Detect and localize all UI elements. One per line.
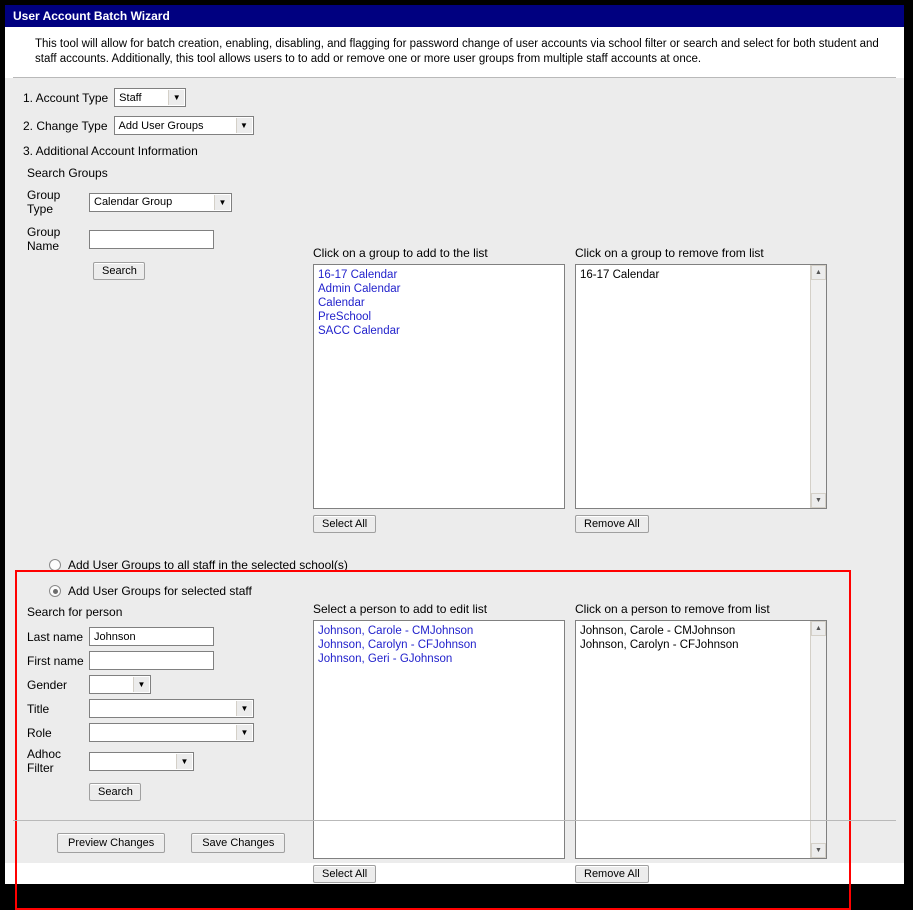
footer-divider <box>13 820 896 821</box>
title-select[interactable] <box>89 699 254 718</box>
remove-group-scrollbar[interactable] <box>810 265 826 508</box>
account-type-label: 1. Account Type <box>23 90 109 105</box>
preview-changes-button[interactable]: Preview Changes <box>57 833 165 853</box>
title-label: Title <box>27 701 50 716</box>
list-item[interactable]: Johnson, Carolyn - CFJohnson <box>318 639 477 651</box>
group-type-label: Group Type <box>27 188 61 216</box>
last-name-row <box>27 627 297 646</box>
gender-label: Gender <box>27 677 68 692</box>
group-type-row <box>27 188 904 216</box>
title-row <box>27 699 297 718</box>
add-person-header: Select a person to add to edit list <box>313 602 488 616</box>
search-groups-button[interactable]: Search <box>93 262 145 280</box>
list-item[interactable]: Admin Calendar <box>318 283 401 295</box>
select-all-persons-button[interactable]: Select All <box>313 865 376 883</box>
scope-option-all-staff[interactable] <box>49 558 348 572</box>
add-person-items <box>314 621 564 669</box>
list-item[interactable]: 16-17 Calendar <box>318 269 398 281</box>
search-groups-title: Search Groups <box>27 166 108 180</box>
scroll-up-icon[interactable]: ▲ <box>811 265 826 280</box>
add-group-panel <box>313 246 565 533</box>
role-select[interactable] <box>89 723 254 742</box>
remove-group-listbox[interactable] <box>575 264 827 509</box>
window-title: User Account Batch Wizard <box>13 9 170 23</box>
list-item[interactable]: PreSchool <box>318 311 372 323</box>
list-item[interactable]: Johnson, Carole - CMJohnson <box>318 625 474 637</box>
group-type-select[interactable] <box>89 193 232 212</box>
scope-option-all-staff-label: Add User Groups to all staff in the selected school(s) <box>68 558 348 572</box>
adhoc-filter-select[interactable] <box>89 752 194 771</box>
chevron-down-icon: ▼ <box>133 677 149 692</box>
add-person-panel <box>313 602 565 883</box>
change-type-label: 2. Change Type <box>23 118 108 133</box>
list-item[interactable]: Calendar <box>318 297 365 309</box>
chevron-down-icon: ▼ <box>168 90 184 105</box>
chevron-down-icon: ▼ <box>236 725 252 740</box>
remove-person-items <box>576 621 826 655</box>
window-titlebar <box>5 5 904 27</box>
add-group-items <box>314 265 564 341</box>
list-item[interactable]: 16-17 Calendar <box>580 269 660 281</box>
account-type-value: Staff <box>119 91 142 104</box>
add-person-listbox[interactable] <box>313 620 565 859</box>
remove-all-groups-button[interactable]: Remove All <box>575 515 649 533</box>
chevron-down-icon: ▼ <box>176 754 192 769</box>
list-item[interactable]: SACC Calendar <box>318 325 400 337</box>
first-name-input[interactable] <box>89 651 214 670</box>
radio-icon[interactable] <box>49 585 61 597</box>
scroll-down-icon[interactable]: ▼ <box>811 843 826 858</box>
role-label: Role <box>27 725 52 740</box>
select-all-groups-button[interactable]: Select All <box>313 515 376 533</box>
change-type-select[interactable] <box>114 116 254 135</box>
search-person-button[interactable]: Search <box>89 783 141 801</box>
remove-group-panel <box>575 246 827 533</box>
first-name-label: First name <box>27 653 84 668</box>
group-type-value: Calendar Group <box>94 196 173 208</box>
list-item[interactable]: Johnson, Carolyn - CFJohnson <box>580 639 739 651</box>
group-name-label: Group Name <box>27 225 61 253</box>
last-name-input[interactable] <box>89 627 214 646</box>
last-name-label: Last name <box>27 629 84 644</box>
last-name-value: Johnson <box>94 630 136 643</box>
change-type-value: Add User Groups <box>118 119 204 132</box>
scope-option-selected-staff[interactable] <box>49 584 252 598</box>
account-type-row <box>23 88 904 107</box>
chevron-down-icon: ▼ <box>236 118 252 133</box>
change-type-row <box>23 116 904 135</box>
account-type-select[interactable] <box>114 88 186 107</box>
list-item[interactable]: Johnson, Geri - GJohnson <box>318 653 453 665</box>
footer-actions <box>5 833 285 853</box>
adhoc-filter-label: Adhoc Filter <box>27 747 62 775</box>
chevron-down-icon: ▼ <box>214 195 230 210</box>
chevron-down-icon: ▼ <box>236 701 252 716</box>
scroll-up-icon[interactable]: ▲ <box>811 621 826 636</box>
remove-all-persons-button[interactable]: Remove All <box>575 865 649 883</box>
scope-option-selected-staff-label: Add User Groups for selected staff <box>68 584 252 598</box>
remove-person-panel <box>575 602 827 883</box>
save-changes-button[interactable]: Save Changes <box>191 833 285 853</box>
remove-person-header: Click on a person to remove from list <box>575 602 770 616</box>
remove-person-listbox[interactable] <box>575 620 827 859</box>
tool-description: This tool will allow for batch creation, enabling, disabling, and flagging for password change of user accounts via school filter or search and select for both student and staff accounts. Additionally, this tool allows users to to add or remove one or more user groups from multiple staff accounts at once. <box>5 27 904 75</box>
wizard-body <box>5 78 904 880</box>
group-name-input[interactable] <box>89 230 214 249</box>
adhoc-filter-row <box>27 747 297 775</box>
radio-icon[interactable] <box>49 559 61 571</box>
first-name-row <box>27 651 297 670</box>
search-person-block <box>27 605 297 801</box>
role-row <box>27 723 297 742</box>
gender-row <box>27 675 297 694</box>
remove-person-scrollbar[interactable] <box>810 621 826 858</box>
gender-select[interactable] <box>89 675 151 694</box>
scroll-down-icon[interactable]: ▼ <box>811 493 826 508</box>
remove-group-header: Click on a group to remove from list <box>575 246 764 260</box>
search-person-title: Search for person <box>27 605 123 619</box>
add-group-header: Click on a group to add to the list <box>313 246 488 260</box>
additional-account-info-label: 3. Additional Account Information <box>23 144 198 158</box>
list-item[interactable]: Johnson, Carole - CMJohnson <box>580 625 736 637</box>
add-group-listbox[interactable] <box>313 264 565 509</box>
wizard-window <box>4 4 905 885</box>
remove-group-items <box>576 265 826 285</box>
